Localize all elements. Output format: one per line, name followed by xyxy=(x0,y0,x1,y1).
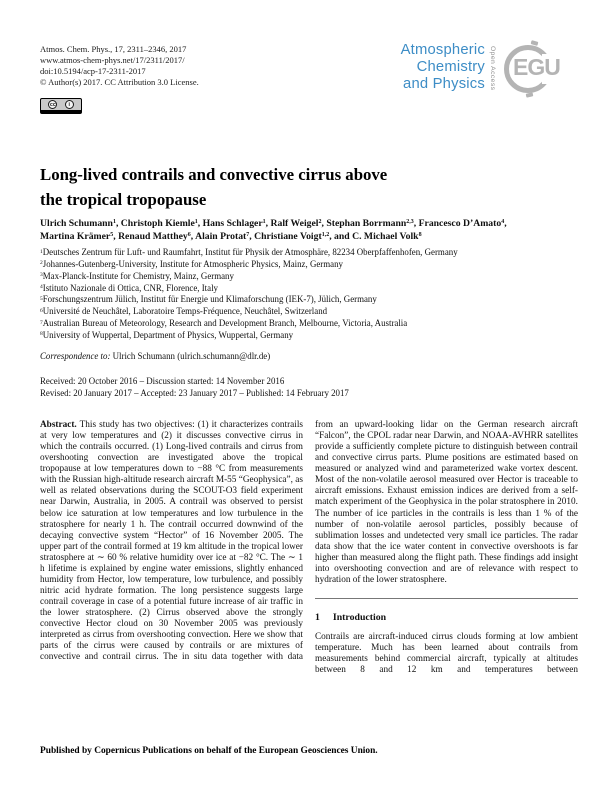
open-access-label: Open Access xyxy=(489,46,496,91)
egu-logo xyxy=(504,42,578,96)
journal-url-link[interactable]: www.atmos-chem-phys.net/17/2311/2017/ xyxy=(40,54,185,65)
paper-title-line: Long-lived contrails and convective cirrus above xyxy=(40,165,388,184)
paper-title xyxy=(40,163,580,212)
license-line: © Author(s) 2017. CC Attribution 3.0 License. xyxy=(40,76,199,87)
affiliation-line: $^4$Istituto Nazionale di Ottica, CNR, Florence, Italy xyxy=(40,282,218,293)
affiliation-line: $^8$University of Wuppertal, Department of Physics, Wuppertal, Germany xyxy=(40,329,294,340)
egu-satellite-icon xyxy=(526,92,534,97)
footer-publisher: Published by Copernicus Publications on behalf of the European Geosciences Union. xyxy=(40,746,378,756)
paper-title-line: the tropical tropopause xyxy=(40,189,207,209)
author-list xyxy=(40,218,580,243)
abstract-column-right xyxy=(315,420,578,676)
affiliation-line: $^6$Université de Neuchâtel, Laboratoire Temps-Fréquence, Neuchâtel, Switzerland xyxy=(40,306,328,317)
correspondence-label: Correspondence to: xyxy=(40,351,111,361)
journal-logo-title xyxy=(300,42,485,93)
affiliation-line: $^1$Deutsches Zentrum für Luft- und Raumfahrt, Institut für Physik der Atmosphäre, 82234 Oberpfaffenhofen, Germany xyxy=(40,247,458,257)
cc-icon: cc xyxy=(50,101,56,108)
affiliation-list xyxy=(40,247,580,342)
author-line: Martina Krämer$^5$, Renaud Matthey$^6$, Alain Protat$^7$, Christiane Voigt$^{1,2}$, and C. Michael Volk$^8$ xyxy=(40,230,422,242)
publication-dates xyxy=(40,375,580,400)
abstract-column-left xyxy=(40,420,303,663)
journal-name-line: Atmospheric xyxy=(400,42,485,58)
section-title: Introduction xyxy=(332,611,387,623)
abstract-text-part1: This study has two objectives: (1) it characterizes contrails at very low temperatures and (2) it discusses convective cirrus in which the contrails occurred. (1) Long-lived contrails and cirrus from overshooting convection are investigated above the tropical tropopause at low temperatures down to −88 °C from measurements with the Russian high-altitude research aircraft M-55 “Geophysica”, as well as related observations during the SCOUT-O3 field experiment near Darwin, Australia, in 2005. A contrail was observed to persist below ice saturation at low temperatures and low turbulence in the stratosphere for nearly 1 h. The contrail occurred downwind of the decaying convective system “Hector” of 16 November 2005. The upper part of the contrail formed at 19 km altitude in the tropical lower stratosphere at ∼ 60 % relative humidity over ice at −82 °C. The ∼ 1 h lifetime is explained by engine water emissions, slightly enhanced humidity from Hector, low temperature, low turbulence, and possibly nitric acid hydrate formation. The long persistence suggests large contrail coverage in case of a potential future increase of air traffic in the lower stratosphere. (2) Cirrus observed above the strongly convective Hector cloud on 30 November 2005 was previously interpreted as cirrus from overshooting convection. Here we show that parts of the cirrus were caused by contrails or are mixtures of convective and contrail cirrus. The in situ data together with data xyxy=(40,420,303,663)
introduction-paragraph: Contrails are aircraft-induced cirrus clouds forming at low ambient temperature. Much has been learned about contrails from measurements behind commercial aircraft, typically at altitudes between 8 and 12 km and temperatures between xyxy=(315,632,578,676)
correspondence-line xyxy=(40,351,580,361)
affiliation-line: $^2$Johannes-Gutenberg-University, Institute for Atmospheric Physics, Mainz, Germany xyxy=(40,258,343,269)
journal-citation: Atmos. Chem. Phys., 17, 2311–2346, 2017 xyxy=(40,44,187,54)
cc-by-badge xyxy=(40,98,82,114)
egu-logo-text: EGU xyxy=(513,54,560,80)
abstract-text-part2: from an upward-looking lidar on the German research aircraft “Falcon”, the CPOL radar near Darwin, and NOAA-AVHRR satellites provide a sufficiently complete picture to distinguish between contrail and convective cirrus parts. Plume positions are estimated based on measured or analyzed wind and parameterized wake vortex descent. Most of the non-volatile aerosol measured over Hector is traceable to aircraft emissions. Exhaust emission indices are derived from a self-match experiment of the Geophysica in the polar stratosphere in 2010. The number of ice particles in the contrails is less than 1 % of the number of non-volatile aerosol particles, possibly because of sublimation losses and undetected very small ice particles. The radar data show that the ice water content in convective overshoots is far higher than measured along the flight path. These findings add insight into overshooting convection and are of relevance with respect to hydration of the lower stratosphere. xyxy=(315,420,578,585)
affiliation-line: $^3$Max-Planck-Institute for Chemistry, Mainz, Germany xyxy=(40,270,234,281)
affiliation-line: $^7$Australian Bureau of Meteorology, Research and Development Branch, Melbourne, Victoria, Australia xyxy=(40,318,408,329)
revised-line: Revised: 20 January 2017 – Accepted: 23 January 2017 – Published: 14 February 2017 xyxy=(40,388,349,399)
journal-name-line: and Physics xyxy=(403,76,485,92)
header-meta xyxy=(40,44,199,88)
section-heading-introduction xyxy=(315,612,578,623)
doi-link[interactable]: doi:10.5194/acp-17-2311-2017 xyxy=(40,65,146,76)
author-line: Ulrich Schumann$^1$, Christoph Kiemle$^1$, Hans Schlager$^1$, Ralf Weigel$^2$, Stephan Borrmann$^{2,3}$, Francesco D’Amato$^4$, xyxy=(40,218,507,229)
correspondence-email[interactable]: Ulrich Schumann (ulrich.schumann@dlr.de) xyxy=(110,351,271,361)
cc-by-person-icon: i xyxy=(65,100,74,109)
journal-name-line: Chemistry xyxy=(416,59,485,75)
section-number: 1 xyxy=(315,611,320,623)
affiliation-line: $^5$Forschungszentrum Jülich, Institut für Energie und Klimaforschung (IEK-7), Jülich, Germany xyxy=(40,294,377,305)
received-line: Received: 20 October 2016 – Discussion started: 14 November 2016 xyxy=(40,376,285,386)
abstract-heading: Abstract. xyxy=(40,420,77,430)
section-divider xyxy=(315,598,578,599)
